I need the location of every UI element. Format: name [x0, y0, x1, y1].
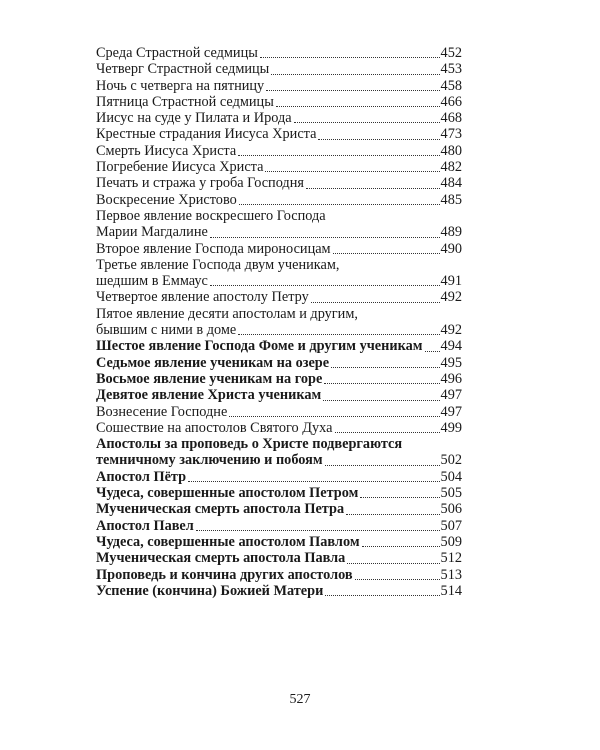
dot-leader	[196, 529, 440, 531]
toc-page-number: 505	[440, 485, 462, 502]
toc-title: Вознесение Господне	[96, 403, 228, 420]
toc-title: Марии Магдалине	[96, 224, 208, 241]
toc-title: Чудеса, совершенные апостолом Павлом	[96, 533, 360, 550]
toc-entry	[96, 420, 462, 436]
dot-leader	[238, 154, 439, 156]
toc-title: Четверг Страстной седмицы	[96, 61, 270, 78]
toc-title: Проповедь и кончина других апостолов	[96, 566, 353, 583]
toc-page-number: 513	[440, 566, 462, 583]
toc-title: Мученическая смерть апостола Павла	[96, 550, 346, 567]
dot-leader	[238, 333, 439, 335]
dot-leader	[266, 89, 439, 91]
toc-page-number: 485	[440, 191, 462, 208]
dot-leader	[346, 513, 439, 515]
toc-page-number: 506	[440, 501, 462, 518]
toc-title: Сошествие на апостолов Святого Духа	[96, 419, 333, 436]
toc-page-number: 473	[440, 126, 462, 143]
toc-title: Смерть Иисуса Христа	[96, 142, 237, 159]
toc-title: Чудеса, совершенные апостолом Петром	[96, 485, 359, 502]
dot-leader	[325, 594, 439, 596]
toc-page-number: 489	[440, 224, 462, 241]
toc-title: Воскресение Христово	[96, 191, 237, 208]
toc-entry	[96, 436, 462, 469]
dot-leader	[425, 350, 440, 352]
toc-title: Пятница Страстной седмицы	[96, 93, 274, 110]
toc-page-number: 453	[440, 61, 462, 78]
dot-leader	[347, 562, 439, 564]
dot-leader	[276, 105, 440, 107]
dot-leader	[325, 464, 440, 466]
toc-title-line: Пятое явление десяти апостолам и другим,	[96, 305, 358, 322]
toc-title: Погребение Иисуса Христа	[96, 159, 264, 176]
dot-leader	[210, 236, 440, 238]
toc-title: Апостол Пётр	[96, 468, 187, 485]
toc-entry	[96, 485, 462, 501]
toc-title: Иисус на суде у Пилата и Ирода	[96, 110, 292, 127]
toc-page-number: 494	[440, 338, 462, 355]
toc-entry	[96, 583, 462, 599]
toc-page-number: 514	[440, 582, 462, 599]
toc-page-number: 480	[440, 142, 462, 159]
toc-entry	[96, 404, 462, 420]
toc-title: Апостол Павел	[96, 517, 194, 534]
toc-page-number: 497	[440, 387, 462, 404]
toc-title: Седьмое явление ученикам на озере	[96, 354, 330, 371]
dot-leader	[318, 138, 439, 140]
toc-title: Успение (кончина) Божией Матери	[96, 582, 324, 599]
dot-leader	[306, 187, 440, 189]
dot-leader	[271, 73, 439, 75]
toc-title: Печать и стража у гроба Господня	[96, 175, 304, 192]
toc-page-number: 452	[440, 45, 462, 61]
toc-entry	[96, 61, 462, 77]
dot-leader	[239, 203, 440, 205]
toc-page-number: 482	[440, 159, 462, 176]
toc-page-number: 466	[440, 93, 462, 110]
toc-page-number: 492	[440, 322, 462, 339]
toc-page-number: 495	[440, 354, 462, 371]
toc-page-number: 458	[440, 77, 462, 94]
toc-title: Девятое явление Христа ученикам	[96, 387, 322, 404]
dot-leader	[229, 415, 439, 417]
dot-leader	[360, 496, 439, 498]
toc-title: Четвертое явление апостолу Петру	[96, 289, 309, 306]
toc-entry	[96, 534, 462, 550]
dot-leader	[355, 578, 440, 580]
toc-entry	[96, 338, 462, 354]
toc-entry	[96, 518, 462, 534]
table-of-contents	[96, 45, 462, 599]
toc-entry	[96, 289, 462, 305]
toc-entry	[96, 126, 462, 142]
toc-entry	[96, 45, 462, 61]
toc-entry	[96, 550, 462, 566]
toc-title-line: Третье явление Господа двум ученикам,	[96, 256, 340, 273]
toc-page-number: 499	[440, 419, 462, 436]
toc-entry	[96, 567, 462, 583]
toc-entry	[96, 159, 462, 175]
toc-entry	[96, 143, 462, 159]
dot-leader	[362, 545, 440, 547]
toc-entry	[96, 241, 462, 257]
page-number: 527	[289, 692, 311, 707]
toc-page-number: 484	[440, 175, 462, 192]
dot-leader	[331, 366, 439, 368]
toc-entry	[96, 192, 462, 208]
toc-title: Шестое явление Господа Фоме и другим ученикам	[96, 338, 423, 355]
toc-page-number: 497	[440, 403, 462, 420]
toc-title: Ночь с четверга на пятницу	[96, 77, 265, 94]
dot-leader	[294, 121, 440, 123]
toc-entry	[96, 78, 462, 94]
toc-entry	[96, 371, 462, 387]
toc-entry	[96, 355, 462, 371]
toc-entry	[96, 469, 462, 485]
toc-entry	[96, 94, 462, 110]
toc-entry	[96, 208, 462, 241]
toc-entry	[96, 257, 462, 290]
toc-title: Крестные страдания Иисуса Христа	[96, 126, 317, 143]
toc-page-number: 512	[440, 550, 462, 567]
toc-page-number: 509	[440, 533, 462, 550]
dot-leader	[260, 56, 440, 58]
toc-title: Среда Страстной седмицы	[96, 45, 258, 61]
toc-page-number: 491	[440, 273, 462, 290]
toc-page-number: 502	[440, 452, 462, 469]
toc-title: темничному заключению и побоям	[96, 452, 323, 469]
toc-title-line: Первое явление воскресшего Господа	[96, 207, 326, 224]
toc-title-line: Апостолы за проповедь о Христе подвергаются	[96, 436, 403, 453]
toc-entry	[96, 110, 462, 126]
toc-entry	[96, 306, 462, 339]
toc-page-number: 504	[440, 468, 462, 485]
dot-leader	[188, 480, 439, 482]
dot-leader	[265, 170, 439, 172]
dot-leader	[311, 301, 440, 303]
dot-leader	[210, 284, 440, 286]
dot-leader	[333, 252, 440, 254]
toc-title: Мученическая смерть апостола Петра	[96, 501, 345, 518]
toc-title: Восьмое явление ученикам на горе	[96, 370, 323, 387]
toc-title: шедшим в Еммаус	[96, 273, 208, 290]
toc-entry	[96, 175, 462, 191]
toc-page-number: 492	[440, 289, 462, 306]
toc-title: бывшим с ними в доме	[96, 322, 237, 339]
dot-leader	[323, 399, 439, 401]
toc-entry	[96, 501, 462, 517]
toc-page-number: 468	[440, 110, 462, 127]
toc-page-number: 490	[440, 240, 462, 257]
dot-leader	[324, 382, 439, 384]
toc-page-number: 496	[440, 370, 462, 387]
toc-entry	[96, 387, 462, 403]
toc-page-number: 507	[440, 517, 462, 534]
toc-title: Второе явление Господа мироносицам	[96, 240, 331, 257]
dot-leader	[335, 431, 440, 433]
